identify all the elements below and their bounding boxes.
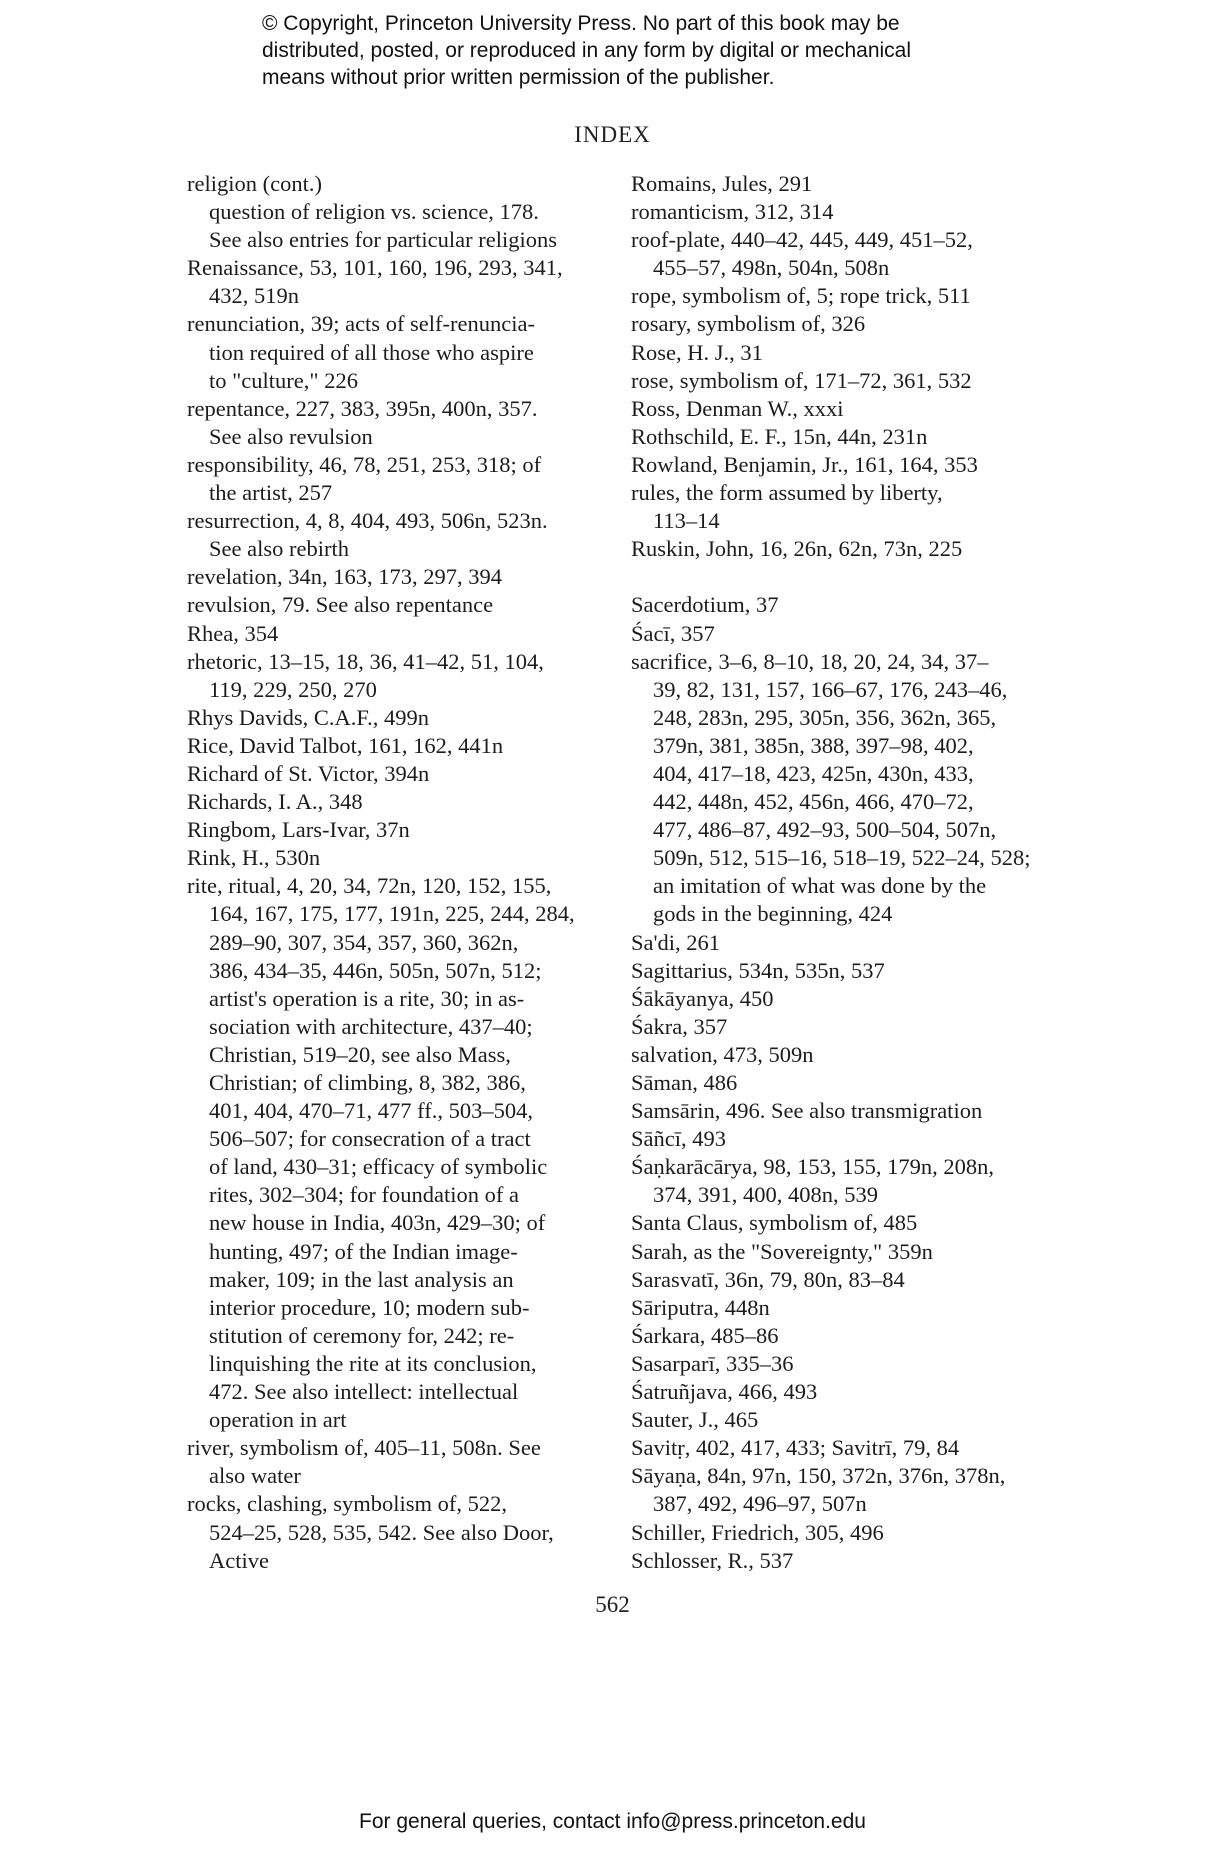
index-entry-line: 289–90, 307, 354, 357, 360, 362n, (209, 929, 519, 955)
index-entry-line: an imitation of what was done by the (653, 873, 987, 899)
index-entry (187, 591, 607, 619)
index-entry-line: Sauter, J., 465 (631, 1407, 759, 1433)
index-entry (631, 226, 1051, 282)
index-entry-line: Rowland, Benjamin, Jr., 161, 164, 353 (631, 451, 978, 477)
index-entry-line: Sa'di, 261 (631, 929, 721, 955)
index-entry (631, 1069, 1051, 1097)
index-entry (631, 1013, 1051, 1041)
index-entry (187, 760, 607, 788)
index-entry-line: Christian, 519–20, see also Mass, (209, 1041, 511, 1067)
index-entry-line: Sāyaṇa, 84n, 97n, 150, 372n, 376n, 378n, (631, 1463, 1006, 1489)
index-entry-line: Schiller, Friedrich, 305, 496 (631, 1519, 884, 1545)
index-entry (187, 648, 607, 704)
index-entry (187, 872, 607, 1434)
index-entry (631, 1378, 1051, 1406)
index-entry (187, 451, 607, 507)
index-entry-line: linquishing the rite at its conclusion, (209, 1350, 537, 1376)
index-entry (631, 1462, 1051, 1518)
index-entry-line: to "culture," 226 (209, 367, 358, 393)
index-entry (631, 1125, 1051, 1153)
index-entry-line: artist's operation is a rite, 30; in as- (209, 985, 525, 1011)
index-entry (631, 1238, 1051, 1266)
index-entry (631, 1097, 1051, 1125)
index-entry-line: Sarah, as the "Sovereignty," 359n (631, 1238, 933, 1264)
index-entry-line: stitution of ceremony for, 242; re- (209, 1322, 515, 1348)
index-entry-line: the artist, 257 (209, 480, 333, 506)
index-entry (631, 957, 1051, 985)
index-entry-line: repentance, 227, 383, 395n, 400n, 357. (187, 395, 538, 421)
index-entry (187, 620, 607, 648)
copyright-line: means without prior written permission of the publisher. (262, 66, 775, 89)
index-entry (631, 1434, 1051, 1462)
index-entry-line: Sarasvatī, 36n, 79, 80n, 83–84 (631, 1266, 905, 1292)
index-entry-line: revulsion, 79. See also repentance (187, 592, 494, 618)
index-entry-line: See also revulsion (209, 423, 373, 449)
index-entry-line: roof-plate, 440–42, 445, 449, 451–52, (631, 227, 973, 253)
index-entry (631, 620, 1051, 648)
index-entry-line: Ringbom, Lars-Ivar, 37n (187, 817, 410, 843)
index-entry-line: Rhea, 354 (187, 620, 279, 646)
index-entry-line: maker, 109; in the last analysis an (209, 1266, 514, 1292)
index-entry-line: of land, 430–31; efficacy of symbolic (209, 1154, 548, 1180)
index-entry (631, 1547, 1051, 1575)
index-entry-line: Romains, Jules, 291 (631, 171, 813, 196)
index-entry-line: new house in India, 403n, 429–30; of (209, 1210, 546, 1236)
index-entry-line: gods in the beginning, 424 (653, 901, 893, 927)
index-entry-line: 119, 229, 250, 270 (209, 676, 377, 702)
index-entry-line: 524–25, 528, 535, 542. See also Door, (209, 1519, 554, 1545)
index-entry-line: river, symbolism of, 405–11, 508n. See (187, 1435, 541, 1461)
index-entry-line: Sāman, 486 (631, 1070, 738, 1095)
index-entry-line: See also entries for particular religions (209, 227, 558, 253)
index-entry-line: 379n, 381, 385n, 388, 397–98, 402, (653, 732, 974, 758)
index-entry-line: responsibility, 46, 78, 251, 253, 318; of (187, 451, 542, 477)
index-entry-line: Śaṇkarācārya, 98, 153, 155, 179n, 208n, (631, 1154, 995, 1180)
running-head: INDEX (574, 122, 651, 147)
index-entry (187, 1490, 607, 1574)
index-entry-line: Śakra, 357 (631, 1013, 728, 1039)
index-entry-line: 472. See also intellect: intellectual (209, 1379, 519, 1405)
index-entry-line: 248, 283n, 295, 305n, 356, 362n, 365, (653, 704, 997, 730)
index-entry-line: 374, 391, 400, 408n, 539 (653, 1182, 878, 1208)
index-entry-line: Śacī, 357 (631, 620, 715, 646)
index-entry-line: 506–507; for consecration of a tract (209, 1126, 531, 1152)
index-entry (631, 1350, 1051, 1378)
index-entry (187, 254, 607, 310)
index-entry-line: 387, 492, 496–97, 507n (653, 1491, 867, 1517)
index-entry-line: Śatruñjava, 466, 493 (631, 1379, 818, 1405)
index-entry (631, 479, 1051, 535)
index-entry-line: Rose, H. J., 31 (631, 339, 763, 365)
index-entry-line: Sasarparī, 335–36 (631, 1350, 794, 1376)
copyright-notice (262, 10, 1022, 91)
index-entry (631, 310, 1051, 338)
index-entry-line: Renaissance, 53, 101, 160, 196, 293, 341, (187, 255, 563, 281)
index-entry-line: also water (209, 1463, 301, 1489)
index-column-right (631, 170, 1051, 1575)
index-entry-line: Richards, I. A., 348 (187, 789, 363, 815)
copyright-line: © Copyright, Princeton University Press. No part of this book may be (262, 12, 900, 35)
index-entry-line: rose, symbolism of, 171–72, 361, 532 (631, 367, 972, 393)
index-entry (631, 170, 1051, 198)
index-entry (187, 844, 607, 872)
index-entry-line: Sāñcī, 493 (631, 1126, 726, 1152)
index-entry-line: romanticism, 312, 314 (631, 199, 834, 225)
index-entry (631, 1322, 1051, 1350)
index-entry-line: Savitṛ, 402, 417, 433; Savitrī, 79, 84 (631, 1435, 960, 1461)
index-entry-line: rites, 302–304; for foundation of a (209, 1182, 519, 1208)
index-entry-line: renunciation, 39; acts of self-renuncia- (187, 311, 535, 337)
index-entry (631, 1209, 1051, 1237)
index-entry-line: Samsārin, 496. See also transmigration (631, 1098, 983, 1124)
index-entry (631, 367, 1051, 395)
index-entry (187, 704, 607, 732)
index-entry-line: rosary, symbolism of, 326 (631, 311, 866, 337)
index-entry (631, 423, 1051, 451)
index-entry (631, 198, 1051, 226)
index-entry (631, 339, 1051, 367)
index-entry-line: 442, 448n, 452, 456n, 466, 470–72, (653, 789, 974, 815)
index-entry (631, 1153, 1051, 1209)
index-entry (187, 563, 607, 591)
index-entry-line: Ross, Denman W., xxxi (631, 395, 844, 421)
index-entry-line: 477, 486–87, 492–93, 500–504, 507n, (653, 817, 997, 843)
copyright-line: distributed, posted, or reproduced in any form by digital or mechanical (262, 39, 912, 62)
index-entry-line: operation in art (209, 1407, 347, 1433)
index-entry-line: rhetoric, 13–15, 18, 36, 41–42, 51, 104, (187, 648, 544, 674)
index-entry (631, 648, 1051, 929)
index-entry-line: religion (cont.) (187, 171, 322, 196)
index-entry-line: resurrection, 4, 8, 404, 493, 506n, 523n. (187, 508, 548, 534)
index-entry (187, 788, 607, 816)
index-entry-line: Christian; of climbing, 8, 382, 386, (209, 1070, 526, 1095)
index-entry-line: 455–57, 498n, 504n, 508n (653, 255, 890, 281)
index-entry (631, 929, 1051, 957)
index-entry-line: Santa Claus, symbolism of, 485 (631, 1210, 918, 1236)
index-entry (631, 282, 1051, 310)
index-entry-line: See also rebirth (209, 536, 349, 562)
page-number: 562 (595, 1592, 630, 1617)
index-entry-line: 401, 404, 470–71, 477 ff., 503–504, (209, 1098, 533, 1124)
index-entry-line: Rice, David Talbot, 161, 162, 441n (187, 732, 504, 758)
index-entry (631, 395, 1051, 423)
index-entry-line: salvation, 473, 509n (631, 1041, 814, 1067)
index-entry-line: Sacerdotium, 37 (631, 592, 779, 618)
index-entry-line: 113–14 (653, 508, 720, 534)
index-entry (187, 310, 607, 394)
index-entry (187, 170, 607, 198)
index-entry (187, 507, 607, 563)
index-entry (631, 1266, 1051, 1294)
index-entry-line: Schlosser, R., 537 (631, 1547, 794, 1573)
index-column-left (187, 170, 607, 1575)
index-entry (187, 732, 607, 760)
index-entry (631, 1519, 1051, 1547)
footer-contact: For general queries, contact info@press.princeton.edu (359, 1810, 866, 1833)
index-entry-line: Sagittarius, 534n, 535n, 537 (631, 957, 885, 983)
index-entry-line: sociation with architecture, 437–40; (209, 1013, 533, 1039)
index-entry (631, 985, 1051, 1013)
index-entry-line: interior procedure, 10; modern sub- (209, 1294, 530, 1320)
index-entry-line: 509n, 512, 515–16, 518–19, 522–24, 528; (653, 845, 1031, 871)
index-entry-line: Richard of St. Victor, 394n (187, 760, 430, 786)
letter-group-gap (631, 563, 1051, 591)
index-entry-line: Sāriputra, 448n (631, 1294, 770, 1320)
index-entry-line: rope, symbolism of, 5; rope trick, 511 (631, 283, 971, 309)
index-entry-line: rocks, clashing, symbolism of, 522, (187, 1491, 507, 1517)
index-entry (631, 1406, 1051, 1434)
index-entry-line: Active (209, 1547, 269, 1573)
index-entry-line: 164, 167, 175, 177, 191n, 225, 244, 284, (209, 901, 575, 927)
index-entry-line: Śākāyanya, 450 (631, 985, 774, 1011)
index-entry-line: sacrifice, 3–6, 8–10, 18, 20, 24, 34, 37– (631, 648, 989, 674)
index-entry-line: rules, the form assumed by liberty, (631, 480, 943, 506)
index-entry (187, 816, 607, 844)
index-entry-line: 404, 417–18, 423, 425n, 430n, 433, (653, 760, 974, 786)
index-entry-line: rite, ritual, 4, 20, 34, 72n, 120, 152, 155, (187, 873, 552, 899)
index-entry-line: Śarkara, 485–86 (631, 1322, 779, 1348)
index-entry-line: Rothschild, E. F., 15n, 44n, 231n (631, 423, 928, 449)
index-entry-line: 386, 434–35, 446n, 505n, 507n, 512; (209, 957, 542, 983)
index-entry-line: hunting, 497; of the Indian image- (209, 1238, 518, 1264)
index-entry-line: tion required of all those who aspire (209, 339, 534, 365)
index-entry-line: 432, 519n (209, 283, 299, 309)
index-entry (631, 451, 1051, 479)
index-entry-line: Rink, H., 530n (187, 845, 321, 871)
index-entry (187, 1434, 607, 1490)
index-entry-line: revelation, 34n, 163, 173, 297, 394 (187, 564, 502, 590)
index-entry-line: Ruskin, John, 16, 26n, 62n, 73n, 225 (631, 536, 963, 562)
index-entry (631, 591, 1051, 619)
index-entry (631, 535, 1051, 563)
index-entry (631, 1294, 1051, 1322)
index-entry-line: Rhys Davids, C.A.F., 499n (187, 704, 429, 730)
index-entry-line: 39, 82, 131, 157, 166–67, 176, 243–46, (653, 676, 1008, 702)
index-entry (631, 1041, 1051, 1069)
index-entry (187, 395, 607, 451)
index-entry (187, 198, 607, 254)
index-entry-line: question of religion vs. science, 178. (209, 199, 539, 225)
